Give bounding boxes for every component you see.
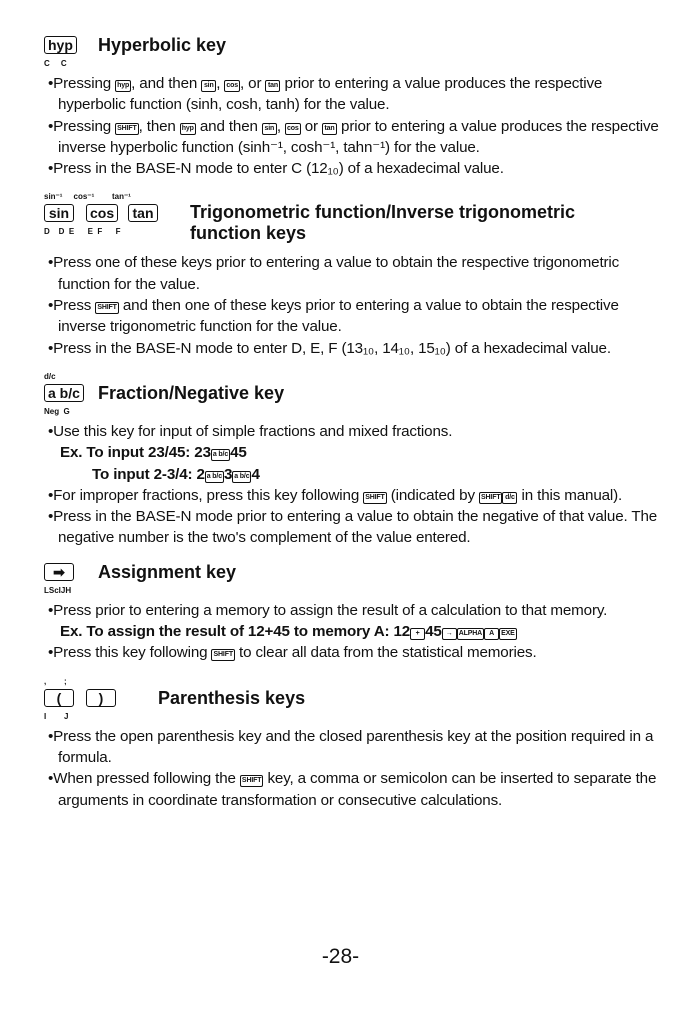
- inline-key-icon: sin: [262, 123, 277, 135]
- key-shift-label: d/c: [44, 371, 56, 381]
- key-icon: (: [44, 689, 74, 707]
- bullet-paragraph: [48, 73, 664, 116]
- text: •Press in the BASE-N mode prior to entering a value to obtain the negative of that value. The negative number is the two's complement of the value entered.: [48, 508, 658, 547]
- text: , or: [240, 75, 266, 92]
- key-row: [44, 382, 664, 406]
- text: prior to entering a value produces the respective hyperbolic function (sinh, cosh, tanh) for the value.: [58, 75, 603, 114]
- bullet-paragraph: [48, 506, 664, 549]
- section-2: [44, 191, 664, 358]
- text: •Use this key for input of simple fractions and mixed fractions.: [48, 422, 453, 440]
- text: •Press in the BASE-N mode to enter C (12₁₀) of a hexadecimal value.: [48, 160, 504, 178]
- key-icon: tan: [128, 204, 158, 222]
- text: Ex. To input 23/45: 23: [60, 444, 211, 462]
- inline-key-icon: sin: [201, 80, 216, 92]
- text: key, a comma or semicolon can be inserted to separate the arguments in coordinate transformation or consecutive calculations.: [58, 770, 657, 809]
- section-header: [44, 561, 664, 596]
- text: 4: [251, 465, 260, 483]
- inline-key-icon: a b/c: [232, 471, 251, 483]
- section-title: Hyperbolic key: [98, 35, 227, 55]
- text: ,: [216, 75, 225, 92]
- key-icon: hyp: [44, 36, 77, 54]
- inline-key-icon: →: [442, 628, 457, 640]
- text: in this manual).: [517, 486, 623, 504]
- bullet-paragraph: [48, 768, 664, 811]
- key-alpha-label: D D E E F F: [44, 227, 121, 237]
- text: •Press prior to entering a memory to assign the result of a calculation to that memory.: [48, 601, 608, 619]
- text: •Press: [48, 297, 96, 315]
- bullet-paragraph: [48, 642, 664, 663]
- key-row: [44, 561, 664, 585]
- text: prior to entering a value produces the respective inverse hyperbolic function (sinh⁻¹, cosh⁻¹, tahn⁻¹) for the value.: [58, 117, 659, 156]
- text: 3: [223, 465, 233, 483]
- inline-key-icon: SHIFT: [211, 649, 234, 661]
- key-alpha-label: C C: [44, 59, 67, 68]
- section-header: [44, 34, 664, 69]
- example-line: [60, 621, 664, 642]
- inline-key-icon: a b/c: [205, 471, 224, 483]
- inline-key-icon: SHIFT: [240, 775, 263, 787]
- text: •Pressing: [48, 117, 116, 135]
- bullet-paragraph: [48, 485, 664, 506]
- key-alpha-label: I J: [44, 711, 69, 721]
- section-header: [44, 191, 664, 248]
- inline-key-icon: SHIFT: [115, 123, 138, 135]
- inline-key-icon: d/c: [502, 492, 517, 504]
- text: •Press this key following: [48, 644, 212, 662]
- section-3: [44, 371, 664, 549]
- text: Ex. To assign the result of 12+45 to memory A: 12: [60, 623, 411, 641]
- bullet-paragraph: [48, 338, 664, 359]
- text: 45: [230, 444, 247, 462]
- example-line: [60, 442, 664, 463]
- text: 45: [425, 623, 442, 641]
- bullet-paragraph: [48, 295, 664, 338]
- section-header: [44, 371, 664, 417]
- text: To input 2-3/4: 2: [92, 465, 205, 483]
- text: or: [300, 117, 322, 135]
- inline-key-icon: tan: [322, 123, 337, 135]
- key-shift-label: , ;: [44, 676, 67, 686]
- bullet-paragraph: [48, 421, 664, 442]
- text: •Press in the BASE-N mode to enter D, E, F (13₁₀, 14₁₀, 15₁₀) of a hexadecimal value.: [48, 339, 611, 357]
- inline-key-icon: tan: [265, 80, 280, 92]
- section-title: Parenthesis keys: [158, 687, 306, 708]
- inline-key-icon: ALPHA: [457, 628, 484, 640]
- inline-key-icon: hyp: [115, 80, 131, 92]
- inline-key-icon: SHIFT: [95, 302, 118, 314]
- inline-key-icon: cos: [224, 80, 240, 92]
- bullet-paragraph: [48, 252, 664, 295]
- inline-key-icon: +: [410, 628, 425, 640]
- inline-key-icon: hyp: [180, 123, 196, 135]
- text: ,: [276, 117, 285, 135]
- bullet-paragraph: [48, 116, 664, 159]
- inline-key-icon: SHIFT: [479, 492, 502, 504]
- text: , and then: [131, 75, 202, 92]
- text: •Pressing: [48, 75, 116, 92]
- key-shift-label: sin⁻¹ cos⁻¹ tan⁻¹: [44, 192, 131, 202]
- key-icon: ➡: [44, 563, 74, 581]
- text: •Press the open parenthesis key and the closed parenthesis key at the position required in a formula.: [48, 727, 654, 766]
- inline-key-icon: SHIFT: [363, 492, 386, 504]
- section-4: [44, 561, 664, 664]
- key-row: [44, 687, 664, 711]
- section-title: Assignment key: [98, 561, 237, 582]
- bullet-paragraph: [48, 726, 664, 769]
- inline-key-icon: EXE: [499, 628, 517, 640]
- inline-key-icon: a b/c: [211, 449, 230, 461]
- section-title: Trigonometric function/Inverse trigonometric function keys: [190, 202, 576, 244]
- section-5: [44, 676, 664, 811]
- key-icon: ): [86, 689, 116, 707]
- manual-page: [44, 34, 664, 823]
- text: •When pressed following the: [48, 770, 240, 788]
- bullet-paragraph: [48, 158, 664, 179]
- key-alpha-label: LScIJH: [44, 585, 72, 595]
- inline-key-icon: A: [484, 628, 499, 640]
- text: (indicated by: [386, 486, 479, 504]
- bullet-paragraph: [48, 600, 664, 621]
- section-header: [44, 676, 664, 722]
- page-number: -28-: [321, 945, 360, 968]
- text: •Press one of these keys prior to entering a value to obtain the respective trigonometric function for the value.: [48, 254, 620, 293]
- text: , then: [138, 117, 180, 135]
- inline-key-icon: cos: [285, 123, 301, 135]
- section-1: [44, 34, 664, 179]
- key-row: [44, 34, 664, 58]
- key-icon: sin: [44, 204, 74, 222]
- text: and then: [195, 117, 262, 135]
- example-line: [92, 464, 664, 485]
- text: and then one of these keys prior to entering a value to obtain the respective inverse trigonometric function for the value.: [58, 297, 619, 336]
- key-icon: a b/c: [44, 384, 84, 402]
- key-alpha-label: Neg G: [44, 406, 70, 416]
- text: to clear all data from the statistical memories.: [234, 644, 537, 662]
- text: •For improper fractions, press this key following: [48, 486, 364, 504]
- section-title: Fraction/Negative key: [98, 382, 285, 403]
- key-icon: cos: [86, 204, 118, 222]
